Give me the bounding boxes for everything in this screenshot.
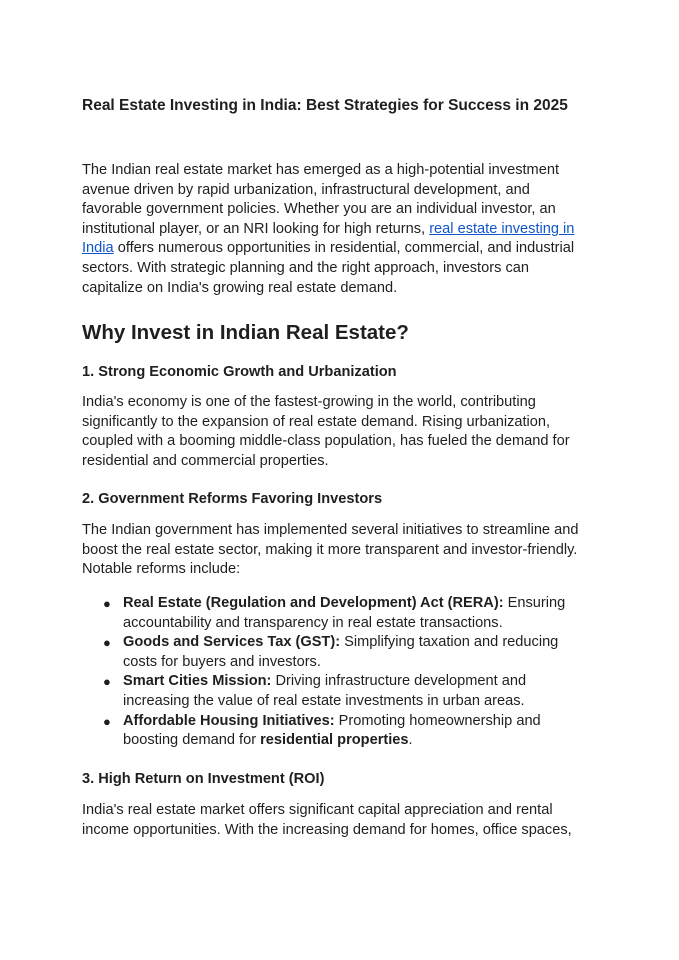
- section-heading: Why Invest in Indian Real Estate?: [82, 321, 409, 344]
- list-item: [82, 672, 582, 711]
- list-item-bold: Real Estate (Regulation and Development) Act (RERA):: [123, 595, 504, 611]
- subsection-heading-3: 3. High Return on Investment (ROI): [82, 771, 325, 787]
- list-item-text: Promoting homeownership and boosting demand for: [123, 712, 541, 749]
- list-item-bold: Smart Cities Mission:: [123, 673, 272, 690]
- intro-text-after-link: offers numerous opportunities in residential, commercial, and industrial sectors. With strategic planning and the right approach, investors can capitalize on India's growing real estate demand.: [82, 240, 575, 296]
- list-item: [82, 633, 582, 672]
- list-item: [82, 594, 582, 633]
- intro-paragraph: [82, 161, 592, 298]
- bullet-icon: ●: [103, 596, 111, 611]
- subsection-heading-1: 1. Strong Economic Growth and Urbanization: [82, 364, 397, 380]
- list-item: [82, 712, 582, 751]
- subsection-heading-2: 2. Government Reforms Favoring Investors: [82, 491, 383, 507]
- bullet-icon: ●: [103, 674, 111, 690]
- real-estate-investing-link[interactable]: real estate investing in India: [82, 220, 575, 257]
- list-item-text: Ensuring accountability and transparency in real estate transactions.: [123, 595, 566, 631]
- list-item-text: Simplifying taxation and reducing costs for buyers and investors.: [123, 634, 559, 670]
- document-title: Real Estate Investing in India: Best Strategies for Success in 2025: [82, 97, 568, 114]
- list-item-bold: Affordable Housing Initiatives:: [123, 712, 335, 729]
- bullet-icon: ●: [103, 635, 111, 651]
- bullet-icon: ●: [103, 713, 111, 729]
- subsection-body-2: The Indian government has implemented several initiatives to streamline and boost the real estate sector, making it more transparent and investor-friendly. Notable reforms include:: [82, 522, 579, 578]
- list-item-text: Driving infrastructure development and increasing the value of real estate investments in urban areas.: [123, 673, 527, 709]
- list-item-tail: .: [408, 732, 413, 749]
- intro-text-before-link: The Indian real estate market has emerged as a high-potential investment avenue driven by rapid urbanization, infrastructural development, and favorable government policies. Whether you are an individual investor, an institutional player, or an NRI looking for high returns,: [82, 162, 559, 237]
- subsection-body-1: India's economy is one of the fastest-growing in the world, contributing significantly to the expansion of real estate demand. Rising urbanization, coupled with a booming middle-class population, has fueled the demand for residential and commercial properties.: [82, 394, 570, 469]
- reforms-list: [82, 594, 582, 751]
- list-item-bold-tail: residential properties: [260, 732, 409, 749]
- subsection-body-3: India's real estate market offers significant capital appreciation and rental income opportunities. With the increasing demand for homes, office spaces,: [82, 802, 572, 838]
- list-item-bold: Goods and Services Tax (GST):: [123, 634, 341, 651]
